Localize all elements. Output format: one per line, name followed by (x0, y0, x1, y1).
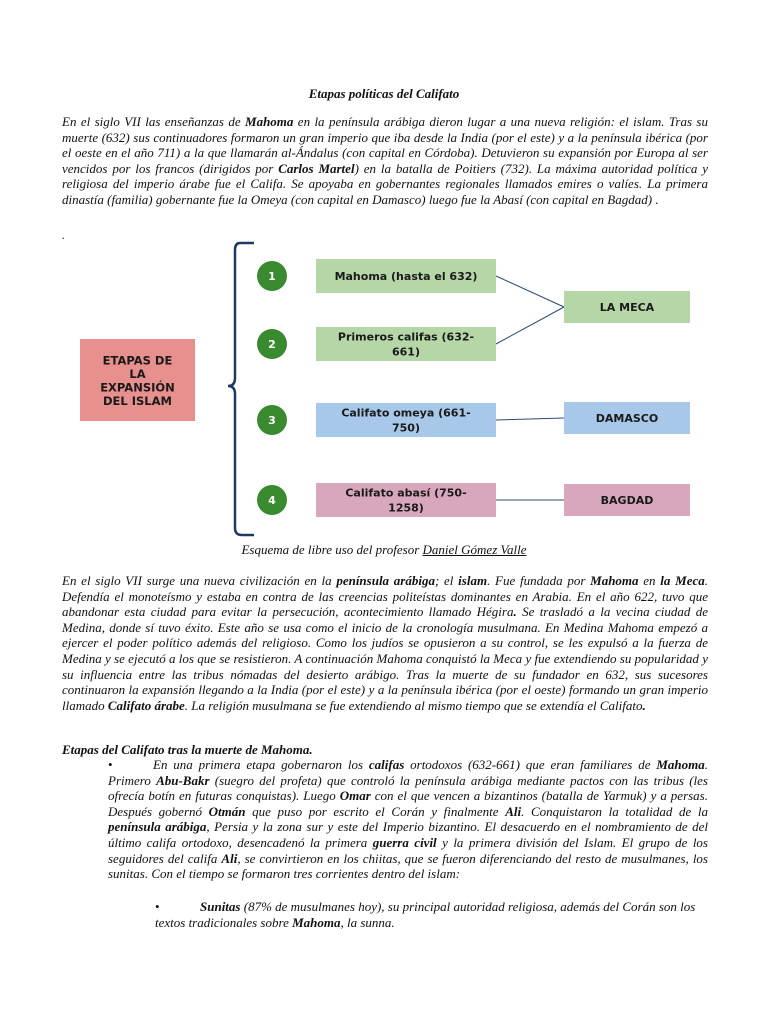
bold-run: Califato árabe (107, 697, 185, 713)
bold-run: Abu-Bakr (156, 772, 210, 788)
text-run: , se convirtieron en los chiitas, que se fueron diferenciando del resto de musulmanes, los sunitas. Con el tiempo se formaron tres corrientes dentro del islam: (108, 850, 708, 882)
bold-run: Otmán (208, 803, 246, 819)
text-run: . La religión musulmana se fue extendiendo al mismo tiempo que se extendía el Califato (184, 697, 643, 713)
diagram-caption (0, 542, 768, 558)
bold-run: Mahoma (245, 114, 294, 129)
connector-line (496, 418, 564, 420)
bold-run: península arábiga (108, 819, 207, 835)
stage-label: Primeros califas (632- (337, 330, 475, 344)
text-run: , la sunna. (340, 914, 395, 930)
main-box-line: DEL ISLAM (103, 393, 172, 408)
stage-label: 750) (392, 421, 420, 435)
bold-run: Mahoma (656, 757, 705, 772)
bullet-text (108, 757, 708, 881)
bold-run: Ali (505, 803, 522, 819)
bold-run: guerra civil (372, 834, 437, 850)
stage-label: Califato abasí (750- (345, 486, 467, 500)
bold-run: Carlos Martel (278, 160, 355, 176)
document-title: Etapas políticas del Califato (308, 86, 460, 101)
text-run: con el que vencen a bizantinos (batalla de Yarmuk) y a persas. Después gobernó (108, 788, 708, 819)
text-run: En una primera etapa gobernaron los (153, 757, 369, 772)
bold-run: islam (458, 573, 488, 588)
main-box-line: ETAPAS DE (102, 353, 173, 368)
intro-paragraph (62, 114, 708, 208)
bold-run: Omar (339, 788, 371, 804)
bold-run: . (513, 604, 517, 620)
text-run: ortodoxos (632-661) que eran familiares de (404, 757, 657, 772)
bold-run: Mahoma (292, 914, 341, 930)
bold-run: Ali (221, 850, 238, 866)
text-run: ; el (434, 573, 459, 588)
caption-text: Esquema de libre uso del profesor (241, 542, 423, 557)
sub-bullet-marker: • (155, 899, 160, 914)
text-run: . Conquistaron la totalidad de la (521, 803, 708, 819)
stage-number: 2 (268, 338, 276, 351)
city-label: BAGDAD (600, 494, 654, 507)
bracket-shape (228, 243, 254, 535)
stray-dot: . (62, 228, 65, 242)
stage-label: Mahoma (hasta el 632) (334, 270, 478, 283)
text-run: Se trasladó a la vecina ciudad de Medina, donde sí tuvo éxito. Este año se usa como el inicio de la cronología musulmana. En Medina Mahoma empezó a ejercer el poder político además del religioso. Como los judíos se opusieron a su control, se les expulsó a la fuerza de Medina y se ejecutó a los que se resistieron. A continuación Mahoma conquistó la Meca y fue extendiendo su popularidad y su influencia entre las tribus nómadas del desierto arábigo. Tras la muerte de su fundador en 632, sus sucesores continuaron la expansión llegando a la India (por el este) y a la península ibérica (por el oeste) formando un gran imperio llamado (62, 604, 708, 713)
text-run: , Persia y la zona sur y este del Imperio bizantino. El desacuerdo en el nombramiento de del último califa ortodoxo, desencadenó la primera (108, 819, 708, 850)
stages-group (257, 259, 496, 517)
bold-run: califas (368, 757, 405, 772)
bold-run: península arábiga (336, 573, 435, 588)
bold-run: Sunitas (200, 899, 241, 914)
sub-bullet-sunitas (155, 899, 708, 930)
city-label: LA MECA (599, 301, 655, 314)
section-heading: Etapas del Califato tras la muerte de Mahoma. (62, 742, 313, 757)
text-run: (87% de musulmanes hoy), su principal autoridad religiosa, además del Corán son los textos tradicionales sobre (155, 899, 696, 930)
bold-run: la Meca (660, 573, 705, 588)
stage-number: 3 (268, 414, 276, 427)
stage-label: 661) (392, 345, 420, 359)
city-label: DAMASCO (595, 412, 659, 425)
text-run: En el siglo VII surge una nueva civilización en la (62, 573, 337, 588)
expansion-diagram (70, 238, 700, 538)
main-box-label (100, 353, 175, 408)
text-run: . Defendía el monoteísmo y estaba en contra de las creencias politeístas dominantes en Arabia. En el año 622, tuvo que abandonar esta ciudad para evitar la persecución, acontecimiento llamado Hégira (62, 573, 708, 620)
text-run: . Primero (108, 757, 708, 788)
islam-paragraph (62, 573, 708, 713)
connector-line (496, 307, 564, 344)
text-run: En el siglo VII las enseñanzas de (62, 114, 246, 129)
stage-number: 4 (268, 494, 276, 507)
text-run: ) en la batalla de Poitiers (732). La máxima autoridad política y religiosa del imperio árabe fue el Califa. Se apoyaba en gobernantes regionales llamados emires o valíes. La primera dinastía (familia) gobernante fue la Omeya (con capital en Damasco) luego fue la Abasí (con capital en Bagdad) . (62, 160, 708, 207)
stage-number: 1 (268, 270, 276, 283)
text-run: y la primera división del Islam. El grupo de los seguidores del califa (108, 834, 708, 866)
text-run: en (638, 573, 661, 588)
cities-group (564, 291, 690, 516)
connector-line (496, 276, 564, 307)
bullet-marker: • (108, 757, 113, 772)
connector-lines (496, 276, 564, 500)
text-run: en la península arábiga dieron lugar a una nueva religión: el islam. Tras su muerte (632) sus continuadores formaron un gran imperio que iba desde la India (por el este) y a la península ibérica (por el oeste en el año 711) a la que llamarán al-Ándalus (con capital en Córdoba). Detuvieron su expansión por Europa al ser vencidos por los francos (dirigidos por (62, 114, 708, 176)
sub-bullet-text (155, 899, 695, 930)
main-box-line: LA (129, 366, 146, 381)
bullet-califas-ortodoxos (108, 757, 708, 882)
bold-run: . (642, 697, 646, 713)
text-run: (suegro del profeta) que controló la península arábiga mediante pactos con las tribus (les ofrecía botín en futuras conquistas). Luego (108, 772, 708, 804)
caption-author-link[interactable]: Daniel Gómez Valle (422, 542, 527, 557)
text-run: que puso por escrito el Corán y finalmente (245, 803, 506, 819)
stage-label: 1258) (388, 501, 424, 515)
text-run: . Fue fundada por (487, 573, 591, 588)
stage-label: Califato omeya (661- (341, 406, 471, 420)
bold-run: Mahoma (590, 573, 639, 588)
main-box-line: EXPANSIÓN (100, 380, 175, 395)
